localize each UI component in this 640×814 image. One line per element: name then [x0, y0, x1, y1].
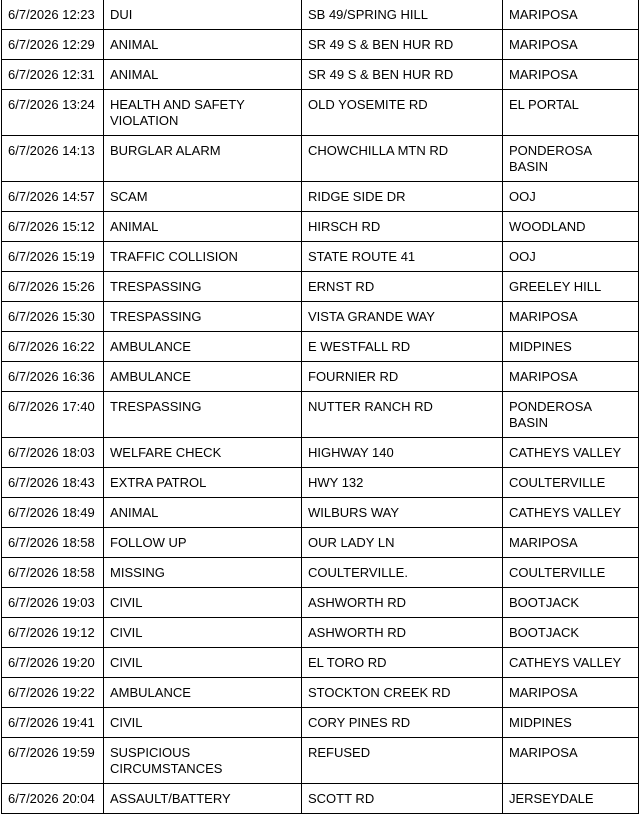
incident-datetime: 6/7/2026 12:23 — [2, 0, 104, 30]
incident-location: E WESTFALL RD — [302, 332, 503, 362]
incident-type: EXTRA PATROL — [104, 468, 302, 498]
incident-datetime: 6/7/2026 17:40 — [2, 392, 104, 438]
incident-datetime: 6/7/2026 13:24 — [2, 90, 104, 136]
incident-datetime: 6/7/2026 19:03 — [2, 588, 104, 618]
incident-type: DUI — [104, 0, 302, 30]
incident-location: STATE ROUTE 41 — [302, 242, 503, 272]
incident-area: WOODLAND — [503, 212, 639, 242]
incident-location: CHOWCHILLA MTN RD — [302, 136, 503, 182]
incident-type: CIVIL — [104, 618, 302, 648]
incident-area: PONDEROSA BASIN — [503, 136, 639, 182]
table-row — [2, 498, 639, 528]
incident-location: VISTA GRANDE WAY — [302, 302, 503, 332]
incident-area: MARIPOSA — [503, 528, 639, 558]
table-row — [2, 438, 639, 468]
incident-datetime: 6/7/2026 18:49 — [2, 498, 104, 528]
incident-area: BOOTJACK — [503, 588, 639, 618]
incident-type: ASSAULT/BATTERY — [104, 784, 302, 814]
incident-location: NUTTER RANCH RD — [302, 392, 503, 438]
table-row — [2, 528, 639, 558]
incident-log-table — [1, 0, 639, 814]
incident-log-body — [2, 0, 639, 814]
incident-datetime: 6/7/2026 19:20 — [2, 648, 104, 678]
incident-datetime: 6/7/2026 16:22 — [2, 332, 104, 362]
incident-datetime: 6/7/2026 14:57 — [2, 182, 104, 212]
incident-location: FOURNIER RD — [302, 362, 503, 392]
table-row — [2, 708, 639, 738]
incident-type: ANIMAL — [104, 30, 302, 60]
incident-datetime: 6/7/2026 18:03 — [2, 438, 104, 468]
table-row — [2, 242, 639, 272]
incident-location: COULTERVILLE. — [302, 558, 503, 588]
incident-location: ERNST RD — [302, 272, 503, 302]
incident-area: CATHEYS VALLEY — [503, 438, 639, 468]
incident-area: MARIPOSA — [503, 60, 639, 90]
incident-area: CATHEYS VALLEY — [503, 648, 639, 678]
incident-datetime: 6/7/2026 19:41 — [2, 708, 104, 738]
incident-type: TRAFFIC COLLISION — [104, 242, 302, 272]
incident-type: BURGLAR ALARM — [104, 136, 302, 182]
incident-datetime: 6/7/2026 20:04 — [2, 784, 104, 814]
incident-type: TRESPASSING — [104, 272, 302, 302]
incident-area: COULTERVILLE — [503, 558, 639, 588]
incident-type: SCAM — [104, 182, 302, 212]
incident-area: COULTERVILLE — [503, 468, 639, 498]
incident-location: CORY PINES RD — [302, 708, 503, 738]
incident-location: OUR LADY LN — [302, 528, 503, 558]
incident-area: PONDEROSA BASIN — [503, 392, 639, 438]
incident-area: MARIPOSA — [503, 678, 639, 708]
incident-type: TRESPASSING — [104, 392, 302, 438]
table-row — [2, 30, 639, 60]
incident-type: CIVIL — [104, 588, 302, 618]
incident-location: WILBURS WAY — [302, 498, 503, 528]
incident-type: TRESPASSING — [104, 302, 302, 332]
table-row — [2, 0, 639, 30]
incident-datetime: 6/7/2026 15:26 — [2, 272, 104, 302]
table-row — [2, 468, 639, 498]
incident-datetime: 6/7/2026 19:22 — [2, 678, 104, 708]
incident-area: MIDPINES — [503, 332, 639, 362]
incident-location: SCOTT RD — [302, 784, 503, 814]
incident-location: OLD YOSEMITE RD — [302, 90, 503, 136]
incident-type: FOLLOW UP — [104, 528, 302, 558]
incident-location: HIGHWAY 140 — [302, 438, 503, 468]
incident-type: SUSPICIOUS CIRCUMSTANCES — [104, 738, 302, 784]
incident-area: MARIPOSA — [503, 302, 639, 332]
incident-datetime: 6/7/2026 15:12 — [2, 212, 104, 242]
incident-datetime: 6/7/2026 18:43 — [2, 468, 104, 498]
incident-type: WELFARE CHECK — [104, 438, 302, 468]
table-row — [2, 90, 639, 136]
incident-area: MIDPINES — [503, 708, 639, 738]
incident-type: AMBULANCE — [104, 362, 302, 392]
incident-area: CATHEYS VALLEY — [503, 498, 639, 528]
incident-datetime: 6/7/2026 12:31 — [2, 60, 104, 90]
incident-type: CIVIL — [104, 708, 302, 738]
incident-type: ANIMAL — [104, 212, 302, 242]
incident-type: CIVIL — [104, 648, 302, 678]
table-row — [2, 648, 639, 678]
incident-datetime: 6/7/2026 18:58 — [2, 528, 104, 558]
incident-area: MARIPOSA — [503, 0, 639, 30]
incident-type: MISSING — [104, 558, 302, 588]
incident-location: ASHWORTH RD — [302, 618, 503, 648]
incident-area: OOJ — [503, 182, 639, 212]
table-row — [2, 182, 639, 212]
incident-datetime: 6/7/2026 15:30 — [2, 302, 104, 332]
table-row — [2, 60, 639, 90]
incident-type: AMBULANCE — [104, 678, 302, 708]
incident-datetime: 6/7/2026 14:13 — [2, 136, 104, 182]
table-row — [2, 272, 639, 302]
table-row — [2, 332, 639, 362]
incident-location: EL TORO RD — [302, 648, 503, 678]
incident-type: HEALTH AND SAFETY VIOLATION — [104, 90, 302, 136]
table-row — [2, 618, 639, 648]
incident-area: JERSEYDALE — [503, 784, 639, 814]
table-row — [2, 392, 639, 438]
incident-location: RIDGE SIDE DR — [302, 182, 503, 212]
incident-type: AMBULANCE — [104, 332, 302, 362]
incident-area: MARIPOSA — [503, 30, 639, 60]
table-row — [2, 136, 639, 182]
table-row — [2, 588, 639, 618]
incident-datetime: 6/7/2026 19:59 — [2, 738, 104, 784]
incident-location: SR 49 S & BEN HUR RD — [302, 30, 503, 60]
incident-location: STOCKTON CREEK RD — [302, 678, 503, 708]
incident-area: OOJ — [503, 242, 639, 272]
incident-area: MARIPOSA — [503, 738, 639, 784]
incident-type: ANIMAL — [104, 60, 302, 90]
incident-datetime: 6/7/2026 12:29 — [2, 30, 104, 60]
table-row — [2, 212, 639, 242]
incident-area: EL PORTAL — [503, 90, 639, 136]
table-row — [2, 678, 639, 708]
table-row — [2, 784, 639, 814]
incident-location: HWY 132 — [302, 468, 503, 498]
incident-location: HIRSCH RD — [302, 212, 503, 242]
table-row — [2, 362, 639, 392]
incident-datetime: 6/7/2026 19:12 — [2, 618, 104, 648]
incident-location: ASHWORTH RD — [302, 588, 503, 618]
table-row — [2, 558, 639, 588]
incident-datetime: 6/7/2026 16:36 — [2, 362, 104, 392]
incident-datetime: 6/7/2026 15:19 — [2, 242, 104, 272]
incident-datetime: 6/7/2026 18:58 — [2, 558, 104, 588]
incident-type: ANIMAL — [104, 498, 302, 528]
incident-location: SB 49/SPRING HILL — [302, 0, 503, 30]
incident-area: GREELEY HILL — [503, 272, 639, 302]
table-row — [2, 302, 639, 332]
incident-location: REFUSED — [302, 738, 503, 784]
incident-area: MARIPOSA — [503, 362, 639, 392]
incident-location: SR 49 S & BEN HUR RD — [302, 60, 503, 90]
table-row — [2, 738, 639, 784]
incident-area: BOOTJACK — [503, 618, 639, 648]
